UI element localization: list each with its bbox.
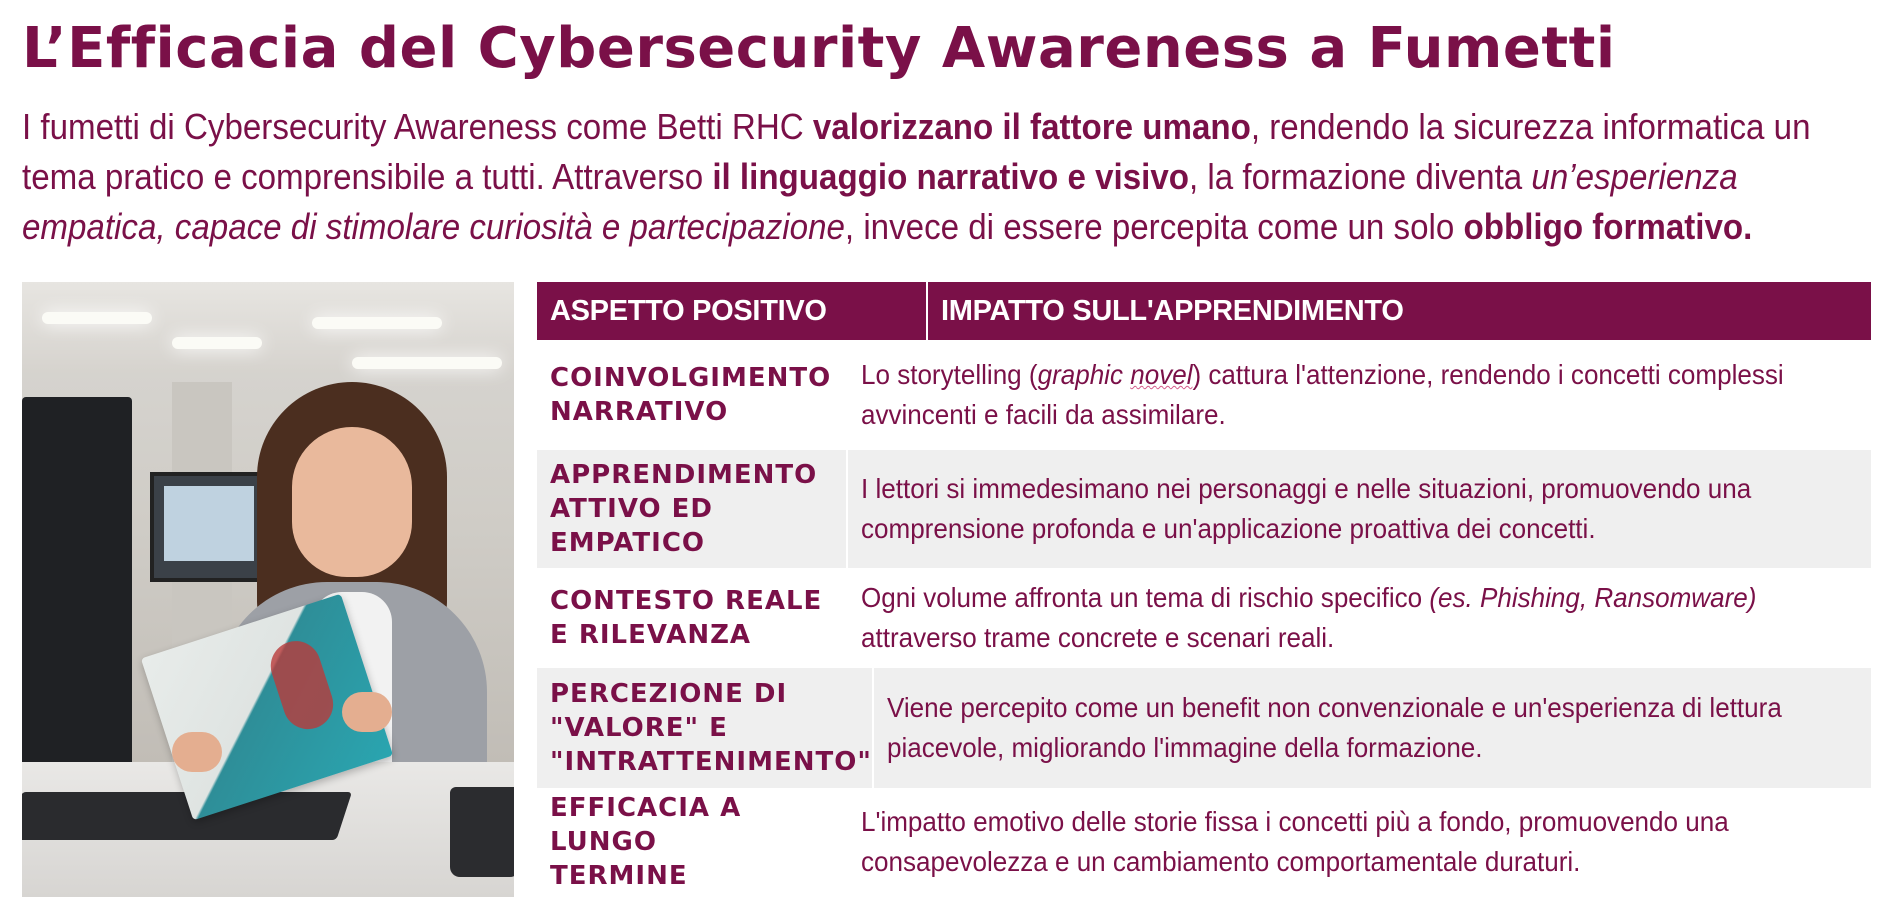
aspect-cell: EFFICACIA A LUNGO TERMINE xyxy=(537,788,848,896)
impact-cell xyxy=(848,450,1871,568)
table-row xyxy=(537,340,1871,450)
face xyxy=(292,427,412,577)
impact-cell xyxy=(848,340,1871,450)
intro-bold-2: il linguaggio narrativo e visivo xyxy=(712,156,1189,197)
aspect-cell: COINVOLGIMENTO NARRATIVO xyxy=(537,340,848,450)
impact-text: ) cattura l'attenzione, rendendo i concetti complessi avvincenti e facili da assimilare. xyxy=(861,359,1784,430)
ceiling-lamp xyxy=(42,312,152,324)
impact-text: Lo storytelling ( xyxy=(861,359,1038,390)
impact-text: I lettori si immedesimano nei personaggi e nelle situazioni, promuovendo una comprensione profonda e un'applicazione proattiva dei concetti. xyxy=(861,473,1752,544)
intro-paragraph xyxy=(22,102,1871,252)
table-row xyxy=(537,788,1871,896)
intro-text-3: , la formazione diventa xyxy=(1188,156,1532,197)
header-aspect: ASPETTO POSITIVO xyxy=(537,282,928,340)
impact-cell xyxy=(874,668,1887,788)
aspect-cell: APPRENDIMENTO ATTIVO ED EMPATICO xyxy=(537,450,848,568)
ceiling-lamp xyxy=(172,337,262,349)
intro-text-1: I fumetti di Cybersecurity Awareness come Betti RHC xyxy=(22,106,813,147)
woman-reading-comic-photo xyxy=(22,282,514,897)
table-row xyxy=(537,668,1871,788)
table-header xyxy=(537,282,1871,340)
impact-text: L'impatto emotivo delle storie fissa i concetti più a fondo, promuovendo una consapevolezza e un cambiamento comportamentale duraturi. xyxy=(861,806,1729,877)
ceiling-lamp xyxy=(312,317,442,329)
impact-text: Ogni volume affronta un tema di rischio specifico xyxy=(861,582,1430,613)
hand xyxy=(172,732,222,772)
intro-bold-3: obbligo formativo. xyxy=(1463,206,1753,247)
impact-cell xyxy=(848,568,1871,668)
page-title: L’Efficacia del Cybersecurity Awareness a Fumetti xyxy=(22,16,1616,81)
hand xyxy=(342,692,392,732)
intro-italic-1: un’esperienza empatica, capace di stimolare curiosità e partecipazione xyxy=(22,156,1738,247)
intro-bold-1: valorizzano il fattore umano xyxy=(812,106,1251,147)
impact-cell xyxy=(848,788,1871,896)
impact-italic: graphic xyxy=(1037,359,1131,390)
benefits-table xyxy=(537,282,1871,896)
impact-text: attraverso trame concrete e scenari reali. xyxy=(861,622,1335,653)
table-row xyxy=(537,568,1871,668)
aspect-cell: PERCEZIONE DI "VALORE" E "INTRATTENIMENTO" xyxy=(537,668,874,788)
table-row xyxy=(537,450,1871,568)
impact-italic: (es. Phishing, Ransomware) xyxy=(1429,582,1757,613)
intro-text-4: , invece di essere percepita come un solo xyxy=(844,206,1464,247)
impact-italic-underlined: novel xyxy=(1130,359,1193,390)
impact-text: Viene percepito come un benefit non convenzionale e un'esperienza di lettura piacevole, migliorando l'immagine della formazione. xyxy=(886,692,1782,763)
aspect-cell: CONTESTO REALE E RILEVANZA xyxy=(537,568,848,668)
intro-text-2: , rendendo la sicurezza informatica un tema pratico e comprensibile a tutti. Attraverso xyxy=(22,106,1811,197)
mug xyxy=(450,787,514,877)
background-monitor xyxy=(150,472,270,582)
header-impact: IMPATTO SULL'APPRENDIMENTO xyxy=(941,294,1404,327)
ceiling-lamp xyxy=(352,357,502,369)
monitor xyxy=(22,397,132,777)
